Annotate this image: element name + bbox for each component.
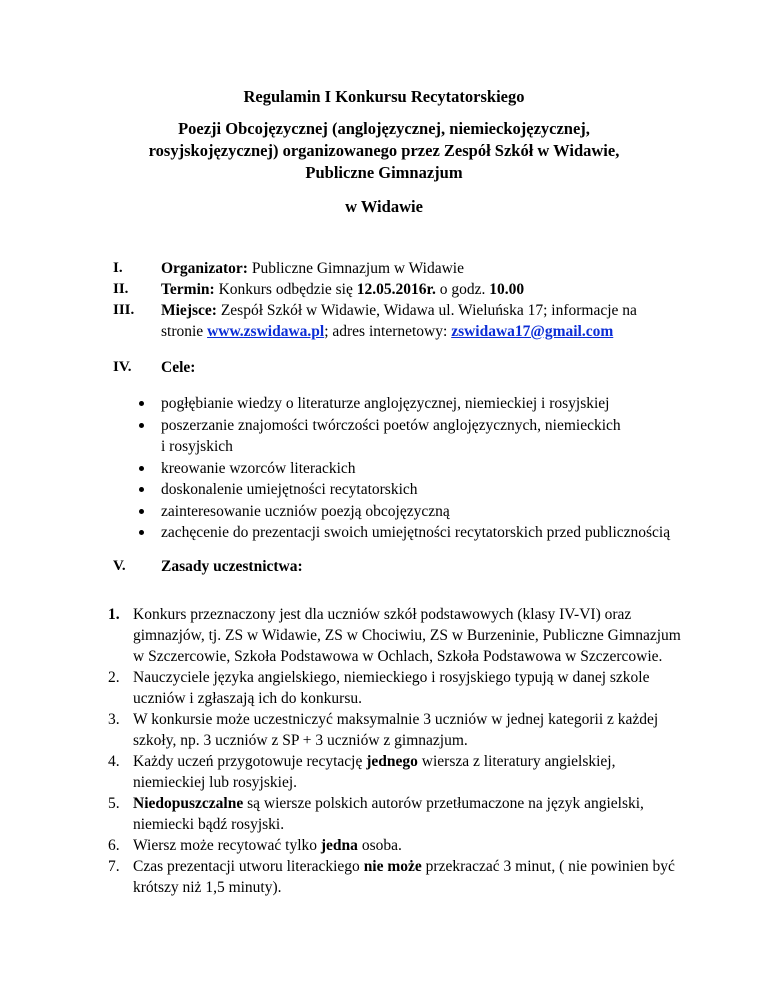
rule-number: 7. [108,858,120,875]
rule-emphasis: nie może [363,858,422,875]
list-item [137,415,697,437]
list-item [108,793,688,835]
organizer-text: Publiczne Gimnazjum w Widawie [247,260,464,277]
list-item [108,604,688,667]
goal-text: zachęcenie do prezentacji swoich umiejętności recytatorskich przed publicznością [161,524,671,541]
section-number-place: III. [113,302,135,318]
goal-text: i rosyjskich [161,438,233,455]
section-number-organizer: I. [113,260,123,276]
place-label: Miejsce: [161,302,217,319]
section-rules-heading: Zasady uczestnictwa: [161,558,303,575]
rule-number: 1. [108,606,120,623]
place-line-1 [161,300,721,321]
rule-text: Każdy uczeń przygotowuje recytację [133,753,367,770]
section-number-goals: IV. [113,359,132,375]
rule-number: 4. [108,753,120,770]
rule-number: 3. [108,711,120,728]
list-item [108,751,688,793]
list-item [137,393,697,415]
rule-emphasis: Niedopuszczalne [133,795,244,812]
bullet-icon [139,401,144,406]
rules-list [108,604,688,898]
subtitle-line: Poezji Obcojęzycznej (anglojęzycznej, niemieckojęzycznej, [178,119,590,138]
goal-text: pogłębianie wiedzy o literaturze anglojęzycznej, niemieckiej i rosyjskiej [161,395,610,412]
rule-text: przekraczać 3 minut, ( nie powinien być krótszy niż 1,5 minuty). [133,858,675,896]
place-line-2 [161,321,721,342]
goal-text: poszerzanie znajomości twórczości poetów anglojęzycznych, niemieckich [161,416,621,434]
time-value: 10.00 [489,281,525,298]
section-organizer [161,258,721,279]
goal-text: kreowanie wzorców literackich [161,459,356,477]
subtitle-line: rosyjskojęzycznej) organizowanego przez Zespół Szkół w Widawie, [148,141,620,160]
date-value: 12.05.2016r. [356,281,436,298]
place-text-2: stronie [161,323,208,340]
list-item [137,479,697,501]
email-link[interactable]: zswidawa17@gmail.com [451,323,614,340]
list-item [137,522,697,544]
subtitle-line: Publiczne Gimnazjum [305,163,463,182]
place-text: Zespół Szkół w Widawie, Widawa ul. Wieluńska 17; informacje na [216,302,637,319]
organizer-label: Organizator: [161,260,248,277]
rule-text: Nauczyciele języka angielskiego, niemieckiego i rosyjskiego typują w danej szkole uczniów i zgłaszają ich do konkursu. [133,669,650,707]
goal-text: zainteresowanie uczniów poezją obcojęzyczną [161,502,450,520]
website-link[interactable]: www.zswidawa.pl [207,323,325,340]
section-number-rules: V. [113,558,126,574]
bullet-icon [139,423,144,428]
rule-emphasis: jednego [366,753,418,770]
rule-text: Konkurs przeznaczony jest dla uczniów szkół podstawowych (klasy IV-VI) oraz gimnazjów, tj. ZS w Widawie, ZS w Chociwiu, ZS w Burzeninie, Publiczne Gimnazjum w Szczercowie, Szkoła Podstawowa w Ochlach, Szkoła Podstawowa w Szczercowie. [133,606,681,665]
list-item [137,501,697,523]
document-title: Regulamin I Konkursu Recytatorskiego [243,87,525,106]
section-date [161,279,721,300]
rule-text: osoba. [357,837,402,854]
rule-emphasis: jedna [320,837,358,854]
rule-text: Czas prezentacji utworu literackiego [133,858,364,875]
goals-list [137,393,697,544]
place-text-3: ; adres internetowy: [324,323,452,340]
rule-number: 6. [108,837,120,854]
goal-text: doskonalenie umiejętności recytatorskich [161,481,418,498]
rule-number: 2. [108,669,120,686]
bullet-icon [139,487,144,492]
date-text: Konkurs odbędzie się [214,281,357,298]
list-item [108,856,688,898]
bullet-icon [139,466,144,471]
rule-text: są wiersze polskich autorów przetłumaczone na język angielski, niemiecki bądź rosyjski. [133,795,644,833]
section-goals-heading: Cele: [161,359,196,376]
bullet-icon [139,530,144,535]
rule-text: W konkursie może uczestniczyć maksymalnie 3 uczniów w jednej kategorii z każdej szkoły, np. 3 uczniów z SP + 3 uczniów z gimnazjum. [133,711,659,749]
list-item [108,667,688,709]
rule-number: 5. [108,795,120,812]
section-number-date: II. [113,281,129,297]
rule-text: wiersza z literatury angielskiej, niemieckiej lub rosyjskiej. [133,753,616,791]
document-location-title: w Widawie [345,197,423,216]
list-item [108,835,688,856]
section-place [161,300,721,342]
rule-text: Wiersz może recytować tylko [133,837,321,854]
time-text: o godz. [435,281,490,298]
date-label: Termin: [161,281,215,298]
list-item-continuation [137,436,697,458]
list-item [137,458,697,480]
bullet-icon [139,509,144,514]
document-subtitle [0,118,768,184]
list-item [108,709,688,751]
